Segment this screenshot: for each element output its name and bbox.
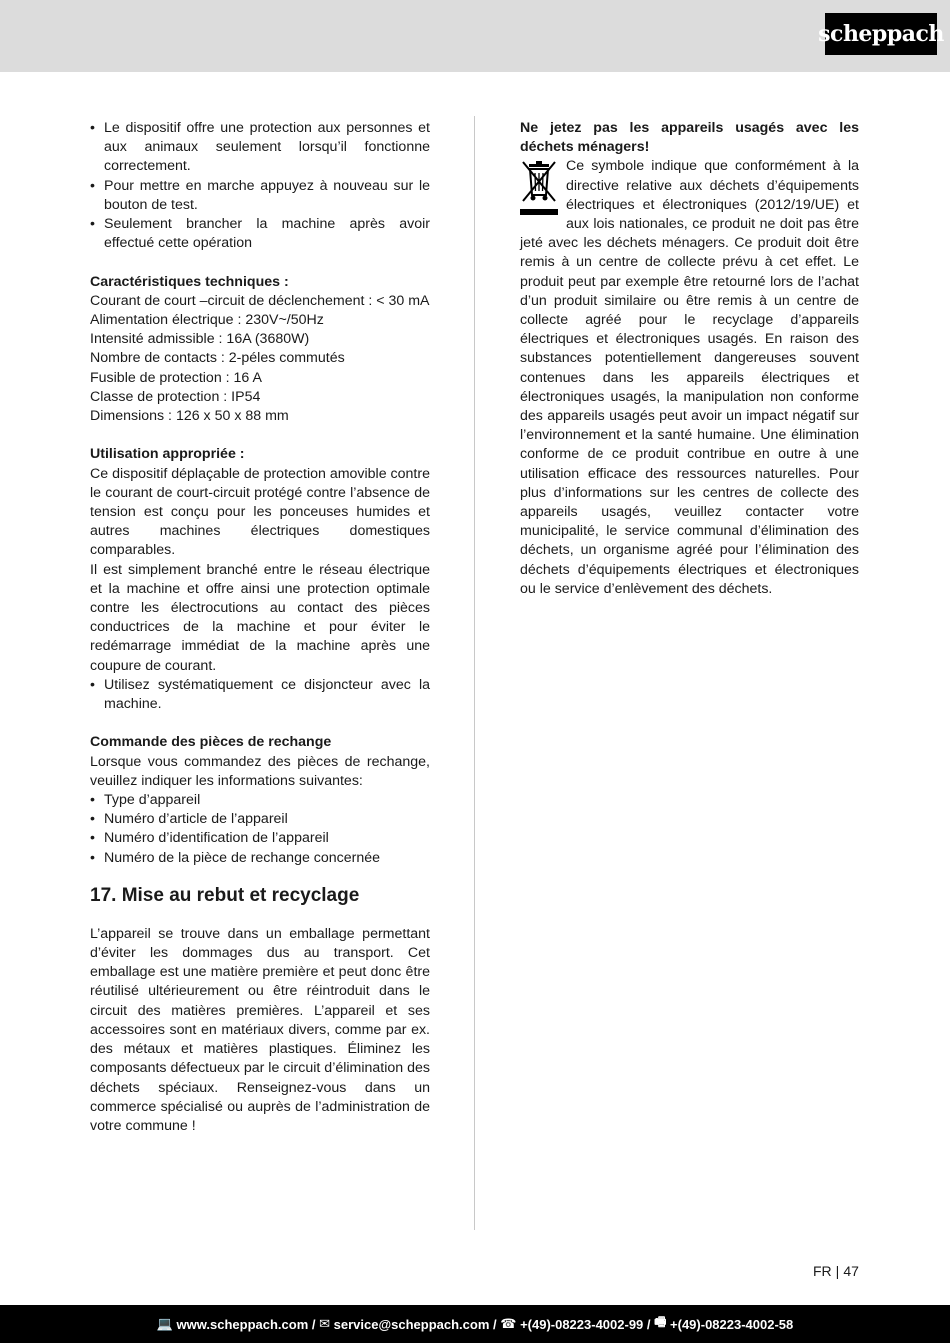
footer-phone: +(49)-08223-4002-99 (520, 1316, 644, 1332)
right-column (520, 119, 859, 599)
weee-paragraph: Ce symbole indique que conformément à la directive relative aux déchets d’équipements électriques et électroniques (2012/19/UE) et aux lois nationales, ce produit ne doit pas être jeté avec les déchets ménagers. Ce produit doit être remis à un centre de collecte prévu à cet effet. Le produit peut par exemple être retourné lors de l’achat d’un produit similaire ou être remis à un centre de collecte agréé pour le recyclage d’appareils électriques et électroniques usagés. En raison des substances potentiellement dangereuses souvent contenues dans les appareils électriques et électroniques usagés, la manipulation non conforme des appareils usagés peut avoir un impact négatif sur l’environnement et la santé humaine. Une élimination conforme de ce produit contribue en outre à une utilisation efficace des ressources naturelles. Pour plus d’informations sur les centres de collecte des appareils usagés, veuillez contacter votre municipalité, le service communal d’élimination des déchets, un organisme agréé pour l’élimination des déchets d’équipements électriques et électroniques ou le service d’enlèvement des déchets. (520, 158, 859, 597)
page-lang: FR (813, 1263, 832, 1279)
list-item: • Seulement brancher la machine après avoir effectué cette opération (90, 215, 430, 253)
usage-paragraph: Il est simplement branché entre le réseau électrique et la machine et offre ainsi une protection optimale contre les électrocutions au contact des pièces conductrices de la machine et pour éviter le redémarrage immédiat de la machine après une coupure de courant. (90, 561, 430, 674)
spec-line: Alimentation électrique : 230V~/50Hz (90, 312, 324, 329)
parts-heading: Commande des pièces de rechange (90, 734, 332, 751)
list-item: • Le dispositif offre une protection aux personnes et aux animaux seulement lorsqu’il fonctionne correctement. (90, 119, 430, 177)
usage-bullet-list (90, 676, 430, 714)
computer-icon: 💻 (156, 1316, 177, 1331)
usage-paragraph: Ce dispositif déplaçable de protection amovible contre le courant de court-circuit protégé contre l’absence de tension est conçu pour les ponceuses humides et autres machines électriques domestiques comparables. (90, 465, 430, 559)
page-number: FR | 47 (813, 1263, 859, 1279)
list-item: • Numéro d’article de l’appareil (90, 810, 430, 829)
list-item: • Numéro d’identification de l’appareil (90, 829, 430, 848)
page-num: 47 (843, 1263, 859, 1279)
footer-fax: +(49)-08223-4002-58 (670, 1316, 794, 1332)
intro-bullet-list (90, 119, 430, 253)
spec-line: Courant de court –circuit de déclenchement : < 30 mA (90, 292, 430, 309)
spec-line: Dimensions : 126 x 50 x 88 mm (90, 408, 289, 425)
spec-line: Classe de protection : IP54 (90, 388, 261, 405)
weee-heading: Ne jetez pas les appareils usagés avec les déchets ménagers! (520, 120, 859, 156)
spec-line: Intensité admissible : 16A (3680W) (90, 331, 310, 348)
mail-icon: ✉ (319, 1316, 334, 1331)
brand-logo (818, 13, 944, 55)
usage-heading: Utilisation appropriée : (90, 446, 245, 463)
list-item: • Type d’appareil (90, 791, 430, 810)
header-bar (0, 0, 950, 72)
list-item: • Utilisez systématiquement ce disjoncteur avec la machine. (90, 676, 430, 714)
list-item: • Numéro de la pièce de rechange concernée (90, 849, 430, 868)
logo-text: scheppach (818, 21, 944, 47)
footer-email[interactable]: service@scheppach.com (333, 1316, 490, 1332)
spec-line: Nombre de contacts : 2-péles commutés (90, 350, 345, 367)
parts-bullet-list (90, 791, 430, 868)
fax-icon: 🖷 (654, 1314, 671, 1329)
specs-heading: Caractéristiques techniques : (90, 273, 289, 290)
column-divider (474, 116, 475, 1230)
weee-bin-icon (520, 159, 558, 217)
section-title: 17. Mise au rebut et recyclage (90, 884, 360, 906)
parts-intro: Lorsque vous commandez des pièces de rechange, veuillez indiquer les informations suivantes: (90, 753, 430, 789)
phone-icon: ☎ (500, 1316, 521, 1331)
disposal-paragraph: L’appareil se trouve dans un emballage permettant d’éviter les dommages dus au transport. Cet emballage est une matière première et peut donc être réutilisé ultérieurement ou être réintroduit dans le circuit des matières premières. L’appareil et ses accessoires sont en matériaux divers, comme par ex. des métaux et matières plastiques. Éliminez les composants défectueux par le circuit d’élimination des déchets spéciaux. Renseignez-vous dans un commerce spécialisé ou auprès de l’administration de votre commune ! (90, 925, 430, 1134)
footer-web[interactable]: www.scheppach.com (176, 1316, 309, 1332)
list-item: • Pour mettre en marche appuyez à nouveau sur le bouton de test. (90, 177, 430, 215)
left-column (90, 119, 430, 1136)
footer-bar: 💻 www.scheppach.com / ✉ service@scheppach.com / ☎ +(49)-08223-4002-99 / 🖷 +(49)-08223-4002-58 (0, 1305, 950, 1343)
spec-line: Fusible de protection : 16 A (90, 369, 262, 386)
